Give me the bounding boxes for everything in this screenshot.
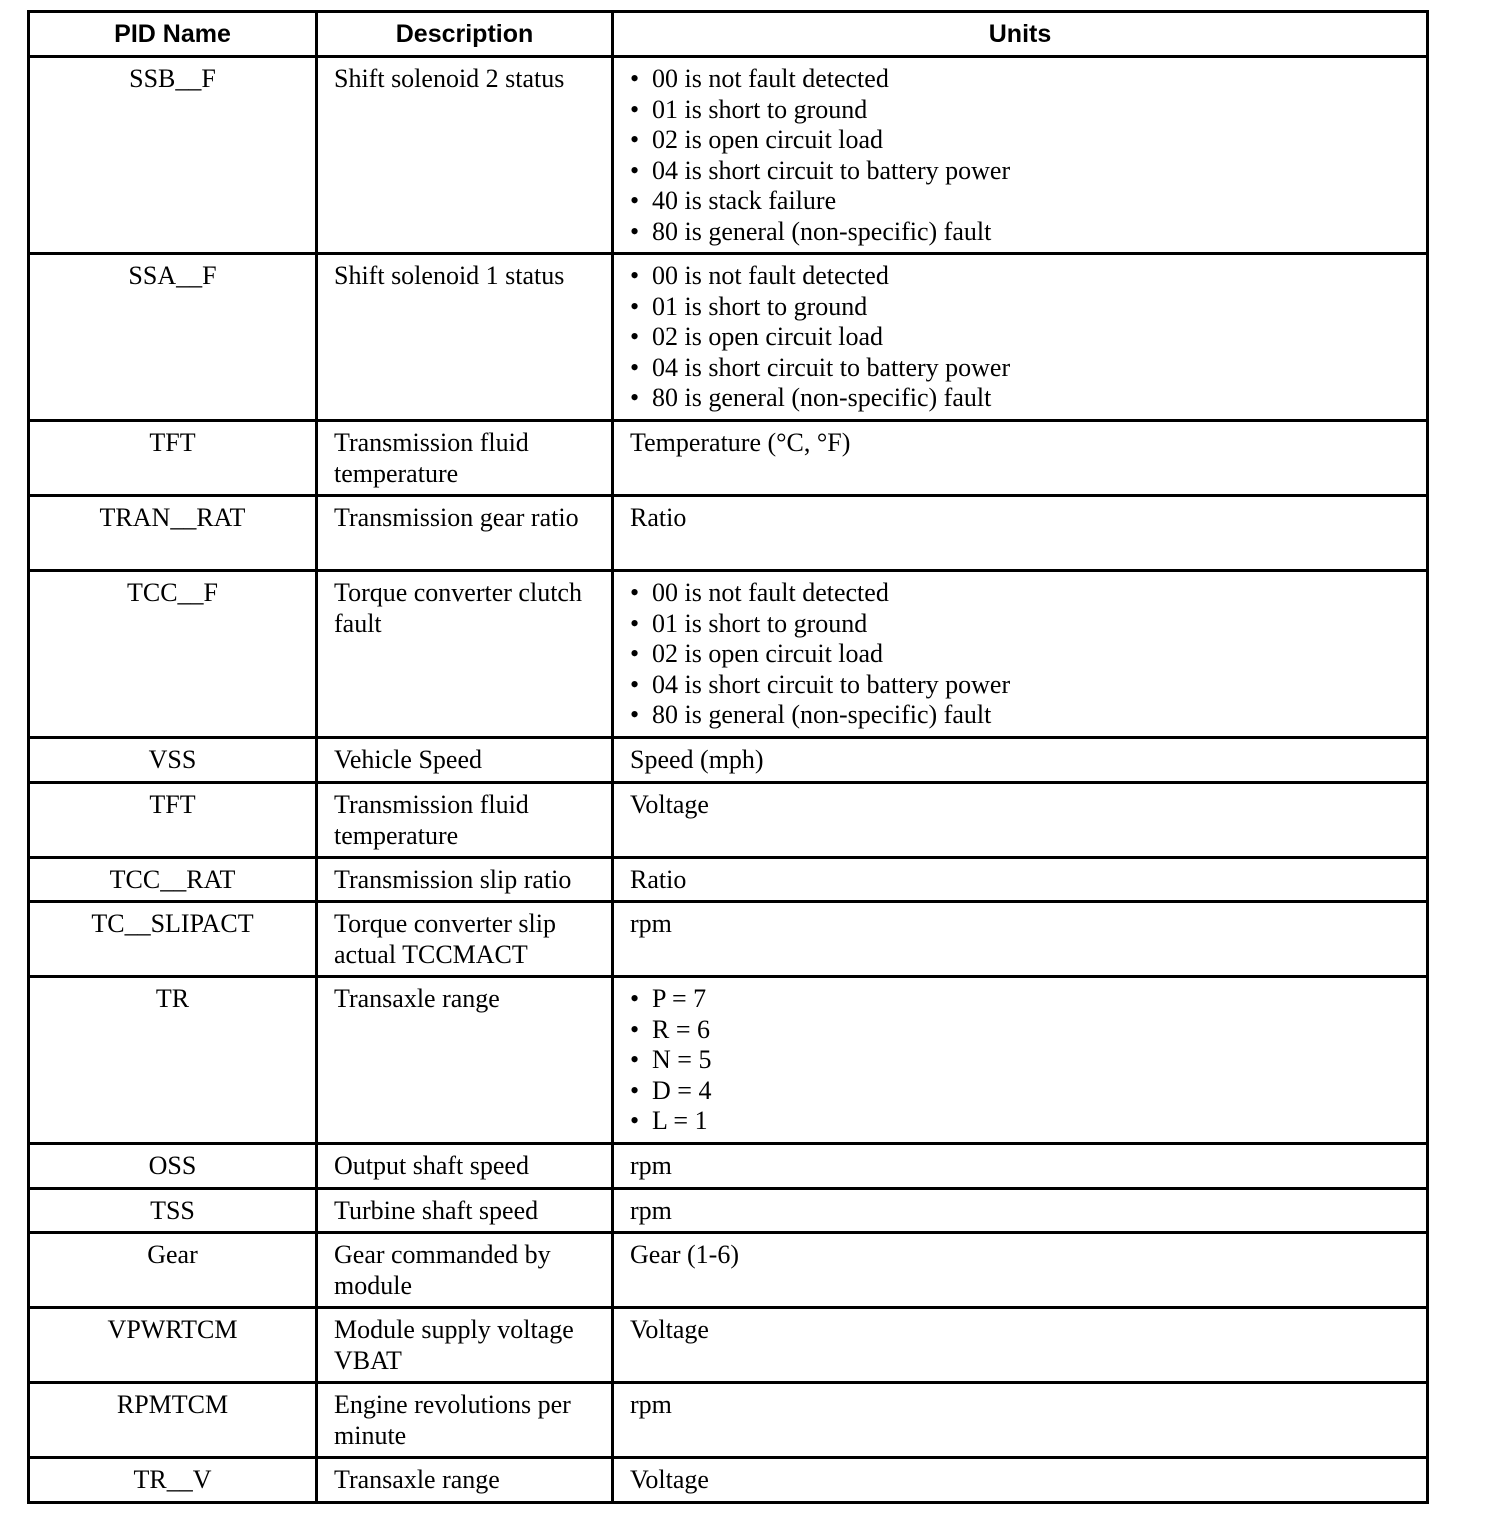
description-cell: Torque converter slip actual TCCMACT xyxy=(317,902,613,977)
description-cell: Transmission fluid temperature xyxy=(317,783,613,858)
table-row xyxy=(29,1189,1428,1233)
units-list xyxy=(630,578,1410,731)
description-cell: Torque converter clutch fault xyxy=(317,571,613,738)
units-cell: rpm xyxy=(613,1144,1428,1189)
units-list-item: • 00 is not fault detected xyxy=(630,64,1410,95)
pid-name-cell: TRAN__RAT xyxy=(29,496,317,571)
pid-table xyxy=(27,10,1429,1504)
units-cell xyxy=(613,57,1428,254)
units-list-item: • 00 is not fault detected xyxy=(630,578,1410,609)
pid-name-cell: TFT xyxy=(29,421,317,496)
units-cell: rpm xyxy=(613,1383,1428,1458)
description-cell: Transmission gear ratio xyxy=(317,496,613,571)
pid-name-cell: TR__V xyxy=(29,1458,317,1503)
description-cell: Vehicle Speed xyxy=(317,738,613,783)
table-row xyxy=(29,57,1428,254)
units-list-item: • L = 1 xyxy=(630,1106,1410,1137)
pid-name-cell: TCC__RAT xyxy=(29,858,317,902)
pid-name-cell: VPWRTCM xyxy=(29,1308,317,1383)
units-cell: Voltage xyxy=(613,1308,1428,1383)
header-row xyxy=(29,12,1428,57)
units-list-item: • 80 is general (non-specific) fault xyxy=(630,217,1410,248)
table-row xyxy=(29,1458,1428,1503)
pid-name-cell: TFT xyxy=(29,783,317,858)
description-cell: Shift solenoid 1 status xyxy=(317,254,613,421)
pid-name-cell: TCC__F xyxy=(29,571,317,738)
table-row xyxy=(29,977,1428,1144)
units-list-item: • 01 is short to ground xyxy=(630,95,1410,126)
table-row xyxy=(29,1144,1428,1189)
units-cell: Ratio xyxy=(613,496,1428,571)
description-cell: Turbine shaft speed xyxy=(317,1189,613,1233)
units-list-item: • 02 is open circuit load xyxy=(630,125,1410,156)
units-cell: Temperature (°C, °F) xyxy=(613,421,1428,496)
table-row xyxy=(29,783,1428,858)
units-cell xyxy=(613,977,1428,1144)
units-list-item: • N = 5 xyxy=(630,1045,1410,1076)
pid-name-cell: VSS xyxy=(29,738,317,783)
pid-name-cell: TC__SLIPACT xyxy=(29,902,317,977)
units-list-item: • 04 is short circuit to battery power xyxy=(630,670,1410,701)
units-list-item: • 40 is stack failure xyxy=(630,186,1410,217)
table-row xyxy=(29,254,1428,421)
units-cell xyxy=(613,571,1428,738)
units-cell: Gear (1-6) xyxy=(613,1233,1428,1308)
units-cell: Voltage xyxy=(613,783,1428,858)
units-cell: rpm xyxy=(613,902,1428,977)
table-row xyxy=(29,902,1428,977)
header-units: Units xyxy=(613,12,1428,57)
units-cell: Speed (mph) xyxy=(613,738,1428,783)
description-cell: Module supply voltage VBAT xyxy=(317,1308,613,1383)
description-cell: Transaxle range xyxy=(317,977,613,1144)
table-row xyxy=(29,738,1428,783)
pid-name-cell: Gear xyxy=(29,1233,317,1308)
table-row xyxy=(29,571,1428,738)
units-list-item: • 04 is short circuit to battery power xyxy=(630,156,1410,187)
units-list-item: • 02 is open circuit load xyxy=(630,322,1410,353)
units-list xyxy=(630,984,1410,1137)
table-row xyxy=(29,858,1428,902)
units-list xyxy=(630,261,1410,414)
pid-name-cell: TR xyxy=(29,977,317,1144)
units-cell: Ratio xyxy=(613,858,1428,902)
pid-name-cell: TSS xyxy=(29,1189,317,1233)
pid-name-cell: SSA__F xyxy=(29,254,317,421)
units-list-item: • R = 6 xyxy=(630,1015,1410,1046)
description-cell: Output shaft speed xyxy=(317,1144,613,1189)
description-cell: Transaxle range xyxy=(317,1458,613,1503)
header-description: Description xyxy=(317,12,613,57)
units-list-item: • D = 4 xyxy=(630,1076,1410,1107)
units-cell xyxy=(613,254,1428,421)
units-list-item: • P = 7 xyxy=(630,984,1410,1015)
units-list xyxy=(630,64,1410,247)
table-row xyxy=(29,1233,1428,1308)
units-cell: rpm xyxy=(613,1189,1428,1233)
description-cell: Shift solenoid 2 status xyxy=(317,57,613,254)
description-cell: Gear commanded by module xyxy=(317,1233,613,1308)
table-row xyxy=(29,421,1428,496)
pid-name-cell: RPMTCM xyxy=(29,1383,317,1458)
units-list-item: • 00 is not fault detected xyxy=(630,261,1410,292)
units-list-item: • 80 is general (non-specific) fault xyxy=(630,383,1410,414)
units-list-item: • 80 is general (non-specific) fault xyxy=(630,700,1410,731)
table-row xyxy=(29,1308,1428,1383)
units-list-item: • 02 is open circuit load xyxy=(630,639,1410,670)
description-cell: Transmission fluid temperature xyxy=(317,421,613,496)
table-row xyxy=(29,496,1428,571)
pid-name-cell: OSS xyxy=(29,1144,317,1189)
table-row xyxy=(29,1383,1428,1458)
units-list-item: • 01 is short to ground xyxy=(630,292,1410,323)
description-cell: Engine revolutions per minute xyxy=(317,1383,613,1458)
units-list-item: • 04 is short circuit to battery power xyxy=(630,353,1410,384)
description-cell: Transmission slip ratio xyxy=(317,858,613,902)
header-pid-name: PID Name xyxy=(29,12,317,57)
pid-name-cell: SSB__F xyxy=(29,57,317,254)
units-cell: Voltage xyxy=(613,1458,1428,1503)
units-list-item: • 01 is short to ground xyxy=(630,609,1410,640)
